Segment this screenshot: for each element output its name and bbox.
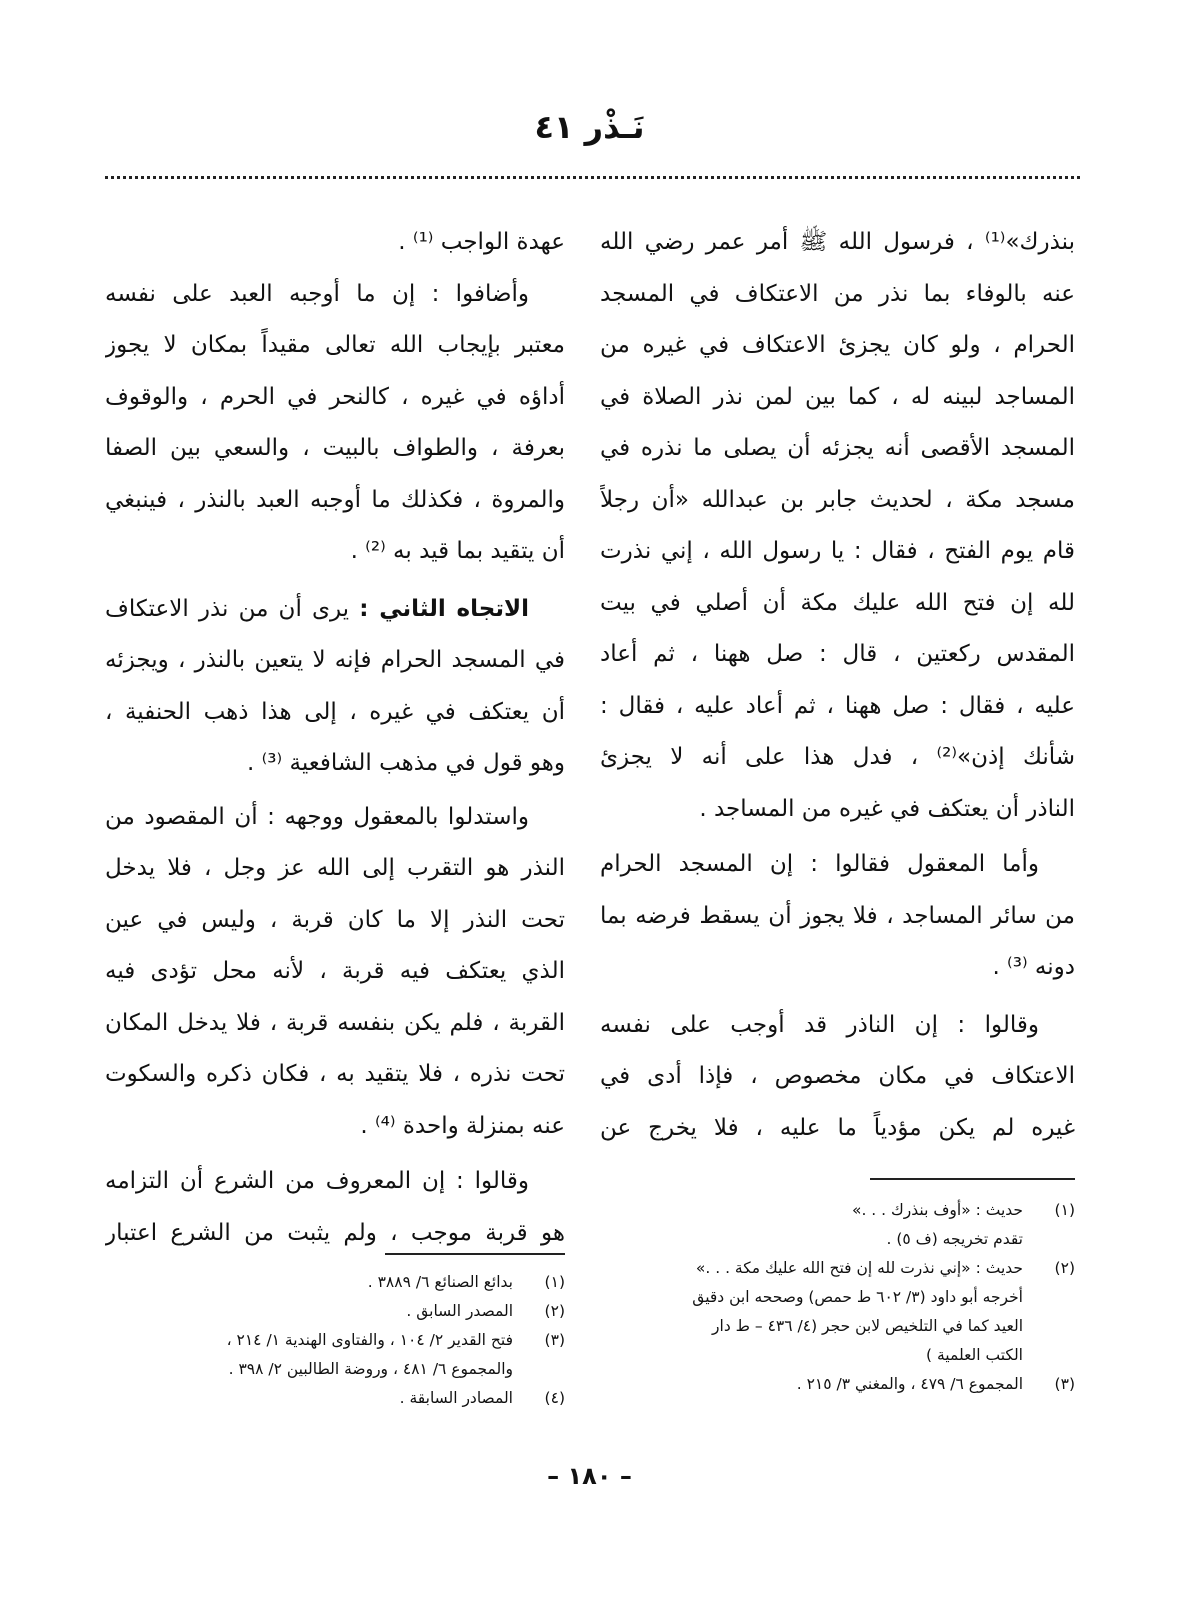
footnote-number: (٢) <box>544 1302 565 1320</box>
footnote-line <box>105 1297 565 1326</box>
text-line: شأنك إذن»⁽²⁾ ، فدل هذا على أنه لا يجزئ <box>600 744 1075 770</box>
footnote-text: فتح القدير ٢/ ١٠٤ ، والفتاوى الهندية ١/ ٢١٤ ، <box>226 1331 513 1349</box>
section-heading: الاتجاه الثاني : <box>359 595 529 622</box>
footnote-number: (١) <box>544 1273 565 1291</box>
text-line: الذي يعتكف فيه قربة ، لأنه محل تؤدى فيه <box>105 958 565 984</box>
text-line: في المسجد الحرام فإنه لا يتعين بالنذر ، ويجزئه <box>105 647 565 673</box>
text-line: القربة ، فلم يكن بنفسه قربة ، فلا يدخل المكان <box>105 1009 565 1036</box>
footnote-text: حديث : «أوف بنذرك . . .» <box>851 1201 1023 1219</box>
footnote-text: أخرجه أبو داود (٣/ ٦٠٢ ط حمص) وصححه ابن دقيق <box>692 1288 1023 1306</box>
text-line: غيره لم يكن مؤدياً ما عليه ، فلا يخرج عن <box>600 1114 1075 1141</box>
footnote-line <box>600 1341 1075 1370</box>
footnote-line <box>105 1326 565 1355</box>
footnote-line <box>600 1225 1075 1254</box>
running-header: نَـذْر ٤١ <box>534 108 645 146</box>
footnote-text: العيد كما في التلخيص لابن حجر (٤/ ٤٣٦ – ط دار <box>712 1317 1023 1335</box>
footnote-line <box>600 1254 1075 1283</box>
footnote-line <box>600 1196 1075 1225</box>
text-line: وهو قول في مذهب الشافعية ⁽³⁾ . <box>247 750 565 776</box>
text-line: المساجد لبينه له ، كما بين لمن نذر الصلاة في <box>600 383 1075 410</box>
text-line: بعرفة ، والطواف بالبيت ، والسعي بين الصفا <box>105 435 565 461</box>
footnote-line <box>600 1283 1075 1312</box>
text-line: معتبر بإيجاب الله تعالى مقيداً بمكان لا يجوز <box>105 332 565 358</box>
text-line: من سائر المساجد ، فلا يجوز أن يسقط فرضه بما <box>600 902 1075 929</box>
text-line: تحت النذر إلا ما كان قربة ، وليس في عين <box>105 906 565 933</box>
footnote-text: الكتب العلمية ) <box>926 1346 1023 1364</box>
footnote-text: تقدم تخريجه (ف ٥) . <box>886 1230 1023 1248</box>
text-line-content: يرى أن من نذر الاعتكاف <box>105 595 350 622</box>
footnote-text: المصادر السابقة . <box>399 1389 513 1407</box>
footnote-line <box>105 1268 565 1297</box>
footnote-line <box>600 1370 1075 1399</box>
footnote-text: المجموع ٦/ ٤٧٩ ، والمغني ٣/ ٢١٥ . <box>796 1375 1023 1393</box>
footnote-text: والمجموع ٦/ ٤٨١ ، وروضة الطالبين ٢/ ٣٩٨ . <box>228 1360 513 1378</box>
text-line: عنه بمنزلة واحدة ⁽⁴⁾ . <box>360 1112 565 1139</box>
text-line: تحت نذره ، فلا يتقيد به ، فكان ذكره والسكوت <box>105 1061 565 1087</box>
text-line: الحرام ، ولو كان يجزئ الاعتكاف في غيره من <box>600 332 1075 358</box>
right-footnote-rule <box>870 1178 1075 1180</box>
text-line: واستدلوا بالمعقول ووجهه : أن المقصود من <box>105 803 529 830</box>
footnote-number: (١) <box>1054 1201 1075 1219</box>
text-line: أداؤه في غيره ، كالنحر في الحرم ، والوقوف <box>105 383 565 410</box>
text-line <box>105 584 565 636</box>
text-line: الاعتكاف في مكان مخصوص ، فإذا أدى في <box>600 1063 1075 1089</box>
header-dotted-divider <box>105 176 1080 179</box>
text-line: وقالوا : إن الناذر قد أوجب على نفسه <box>600 1011 1039 1038</box>
footnote-number: (٣) <box>544 1331 565 1349</box>
page-number: – ١٨٠ – <box>547 1462 632 1490</box>
footnote-number: (٣) <box>1054 1375 1075 1393</box>
right-footnotes <box>600 1196 1075 1399</box>
text-line: المسجد الأقصى أنه يجزئه أن يصلى ما نذره في <box>600 435 1075 461</box>
text-line: النذر هو التقرب إلى الله عز وجل ، فلا يدخل <box>105 855 565 881</box>
text-line: عنه بالوفاء بما نذر من الاعتكاف في المسجد <box>600 280 1075 307</box>
footnote-number: (٢) <box>1054 1259 1075 1277</box>
footnote-line <box>105 1355 565 1384</box>
right-text-column <box>600 217 1075 1154</box>
text-line: بنذرك»⁽¹⁾ ، فرسول الله ﷺ أمر عمر رضي الله <box>600 229 1075 255</box>
footnote-line <box>600 1312 1075 1341</box>
footnote-text: حديث : «إني نذرت لله إن فتح الله عليك مكة . . .» <box>695 1259 1023 1277</box>
left-text-column <box>105 217 565 1259</box>
text-line: مسجد مكة ، لحديث جابر بن عبدالله «أن رجلاً <box>600 486 1075 513</box>
footnote-line <box>105 1384 565 1413</box>
text-line: وقالوا : إن المعروف من الشرع أن التزامه <box>105 1168 529 1194</box>
text-line: عليه ، فقال : صل ههنا ، ثم أعاد عليه ، فقال : <box>600 692 1075 719</box>
text-line: أن يعتكف في غيره ، إلى هذا ذهب الحنفية ، <box>105 698 565 725</box>
footnote-text: بدائع الصنائع ٦/ ٣٨٨٩ . <box>367 1273 513 1291</box>
text-line: الناذر أن يعتكف في غيره من المساجد . <box>699 795 1075 822</box>
left-footnotes <box>105 1268 565 1413</box>
text-line: عهدة الواجب ⁽¹⁾ . <box>398 229 565 255</box>
text-line: وأضافوا : إن ما أوجبه العبد على نفسه <box>105 280 529 307</box>
footnote-text: المصدر السابق . <box>406 1302 513 1320</box>
text-line: هو قربة موجب ، ولم يثبت من الشرع اعتبار <box>105 1219 565 1246</box>
footnote-number: (٤) <box>544 1389 565 1407</box>
text-line: وأما المعقول فقالوا : إن المسجد الحرام <box>600 851 1039 877</box>
left-footnote-rule <box>385 1253 565 1255</box>
text-line: قام يوم الفتح ، فقال : يا رسول الله ، إني نذرت <box>600 538 1075 564</box>
text-line: المقدس ركعتين ، قال : صل ههنا ، ثم أعاد <box>600 641 1075 667</box>
text-line: أن يتقيد بما قيد به ⁽²⁾ . <box>350 538 565 564</box>
text-line: والمروة ، فكذلك ما أوجبه العبد بالنذر ، فينبغي <box>105 486 565 513</box>
text-line: لله إن فتح الله عليك مكة أن أصلي في بيت <box>600 589 1075 616</box>
text-line: دونه ⁽³⁾ . <box>992 954 1075 980</box>
